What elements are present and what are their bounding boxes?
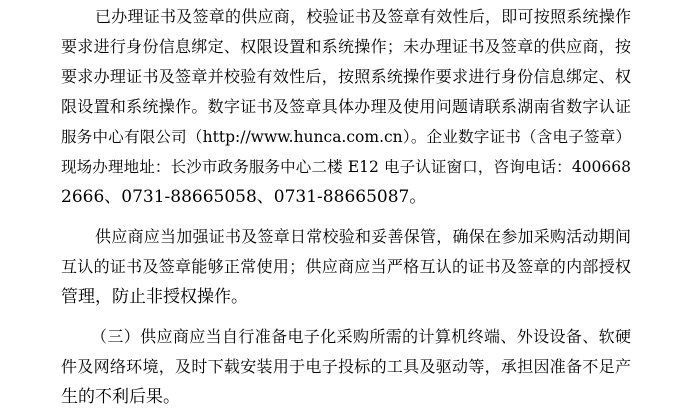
paragraph-1-line-3: 要求办理证书及签章并校验有效性后，按照系统操作要求进行身份信息绑定、权: [61, 67, 631, 86]
paragraph-1-line-2: 要求进行身份信息绑定、权限设置和系统操作；未办理证书及签章的供应商，按: [61, 37, 631, 56]
paragraph-3-line-1: （三）供应商应当自行准备电子化采购所需的计算机终端、外设设备、软硬: [91, 327, 631, 346]
paragraph-1-line-7: 2666、0731-88665058、0731-88665087。: [61, 187, 427, 207]
paragraph-2-line-1: 供应商应当加强证书及签章日常校验和妥善保管，确保在参加采购活动期间: [95, 227, 631, 246]
paragraph-2-line-2: 互认的证书及签章能够正常使用；供应商应当严格互认的证书及签章的内部授权: [61, 257, 631, 276]
paragraph-1-line-6: 现场办理地址：长沙市政务服务中心二楼 E12 电子认证窗口，咨询电话：400668: [61, 158, 631, 176]
paragraph-3-line-3: 生的不利后果。: [61, 387, 180, 407]
paragraph-3-line-2: 件及网络环境，及时下载安装用于电子投标的工具及驱动等，承担因准备不足产: [61, 357, 631, 376]
paragraph-1-line-4: 限设置和系统操作。数字证书及签章具体办理及使用问题请联系湖南省数字认证: [61, 97, 631, 116]
paragraph-2-line-3: 管理，防止非授权操作。: [61, 287, 248, 307]
paragraph-1-line-5: 服务中心有限公司（http://www.hunca.com.cn）。企业数字证书（含电子签章）: [61, 128, 631, 146]
paragraph-1-line-1: 已办理证书及签章的供应商，校验证书及签章有效性后，即可按照系统操作: [95, 7, 631, 26]
